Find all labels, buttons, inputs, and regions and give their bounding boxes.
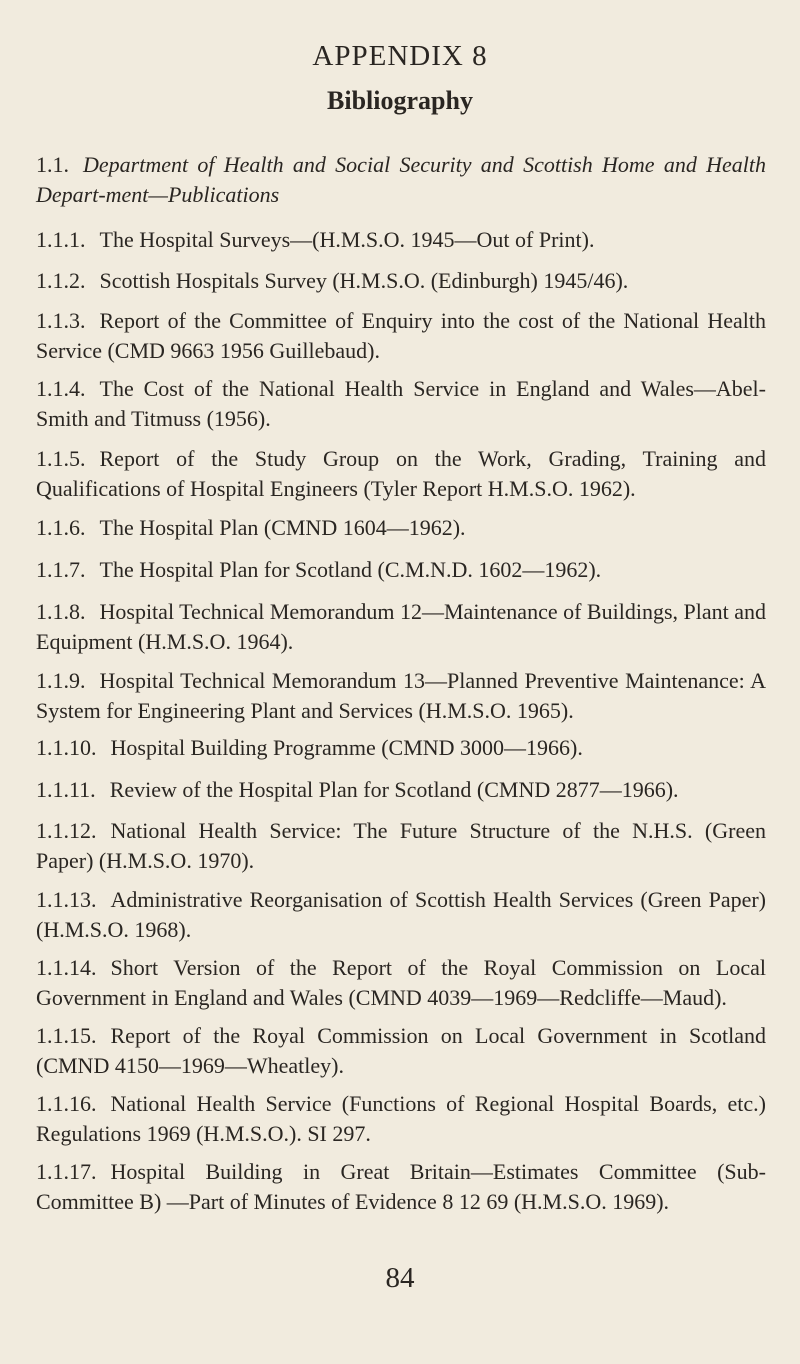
bibliography-entry <box>36 597 766 657</box>
bibliography-entry <box>36 666 766 726</box>
entry-number: 1.1.14. <box>36 955 97 980</box>
entry-text: Report of the Study Group on the Work, Grading, Training and Qualifications of Hospital Engineers (Tyler Report H.M.S.O. 1962). <box>36 446 766 501</box>
entry-text: Hospital Building in Great Britain—Estimates Committee (Sub-Committee B) —Part of Minutes of Evidence 8 12 69 (H.M.S.O. 1969). <box>36 1159 766 1214</box>
entry-number: 1.1.2. <box>36 268 86 293</box>
section-heading <box>36 150 766 210</box>
entry-number: 1.1.8. <box>36 599 86 624</box>
entry-text: Hospital Technical Memorandum 12—Maintenance of Buildings, Plant and Equipment (H.M.S.O. 1964). <box>36 599 766 654</box>
bibliography-entry <box>36 775 766 805</box>
entry-number: 1.1.6. <box>36 515 86 540</box>
entry-number: 1.1.7. <box>36 557 86 582</box>
entry-text: Report of the Committee of Enquiry into the cost of the National Health Service (CMD 9663 1956 Guillebaud). <box>36 308 766 363</box>
entry-text: National Health Service (Functions of Regional Hospital Boards, etc.) Regulations 1969 (H.M.S.O.). SI 297. <box>36 1091 766 1146</box>
bibliography-entry <box>36 1089 766 1149</box>
bibliography-entry <box>36 885 766 945</box>
entry-number: 1.1.9. <box>36 668 86 693</box>
entry-text: Scottish Hospitals Survey (H.M.S.O. (Edinburgh) 1945/46). <box>99 268 629 293</box>
bibliography-entry <box>36 733 766 763</box>
bibliography-entry <box>36 374 766 434</box>
entry-number: 1.1.17. <box>36 1159 97 1184</box>
entry-number: 1.1.3. <box>36 308 86 333</box>
bibliography-entry <box>36 306 766 366</box>
entry-number: 1.1.4. <box>36 376 86 401</box>
entry-number: 1.1.11. <box>36 777 96 802</box>
bibliography-entry <box>36 555 766 585</box>
entry-text: Hospital Building Programme (CMND 3000—1966). <box>110 735 583 760</box>
entry-number: 1.1.1. <box>36 227 86 252</box>
bibliography-entry <box>36 444 766 504</box>
section-number: 1.1. <box>36 152 69 177</box>
bibliography-entry <box>36 225 766 255</box>
entry-number: 1.1.16. <box>36 1091 97 1116</box>
entry-text: Report of the Royal Commission on Local Government in Scotland (CMND 4150—1969—Wheatley). <box>36 1023 766 1078</box>
entry-text: The Hospital Surveys—(H.M.S.O. 1945—Out of Print). <box>99 227 595 252</box>
entry-text: Hospital Technical Memorandum 13—Planned Preventive Maintenance: A System for Engineering Plant and Services (H.M.S.O. 1965). <box>36 668 766 723</box>
bibliography-entry <box>36 953 766 1013</box>
entry-number: 1.1.13. <box>36 887 97 912</box>
bibliography-entry <box>36 816 766 876</box>
entry-text: Review of the Hospital Plan for Scotland (CMND 2877—1966). <box>109 777 679 802</box>
entry-text: Short Version of the Report of the Royal Commission on Local Government in England and Wales (CMND 4039—1969—Redcliffe—Maud). <box>36 955 766 1010</box>
entry-text: The Hospital Plan for Scotland (C.M.N.D. 1602—1962). <box>99 557 602 582</box>
page-number: 84 <box>385 1262 415 1294</box>
bibliography-entry <box>36 1021 766 1081</box>
entry-text: The Hospital Plan (CMND 1604—1962). <box>99 515 466 540</box>
entry-text: Administrative Reorganisation of Scottish Health Services (Green Paper) (H.M.S.O. 1968). <box>36 887 766 942</box>
entry-text: The Cost of the National Health Service in England and Wales—Abel-Smith and Titmuss (1956). <box>36 376 766 431</box>
bibliography-heading: Bibliography <box>327 86 473 115</box>
entry-number: 1.1.10. <box>36 735 97 760</box>
entry-number: 1.1.12. <box>36 818 97 843</box>
entry-number: 1.1.15. <box>36 1023 97 1048</box>
entry-text: National Health Service: The Future Structure of the N.H.S. (Green Paper) (H.M.S.O. 1970). <box>36 818 766 873</box>
bibliography-entry <box>36 513 766 543</box>
entry-number: 1.1.5. <box>36 446 86 471</box>
section-title: Department of Health and Social Security and Scottish Home and Health Depart-ment—Publications <box>36 152 766 207</box>
appendix-heading: APPENDIX 8 <box>312 40 488 72</box>
bibliography-entry <box>36 266 766 296</box>
bibliography-entry <box>36 1157 766 1217</box>
